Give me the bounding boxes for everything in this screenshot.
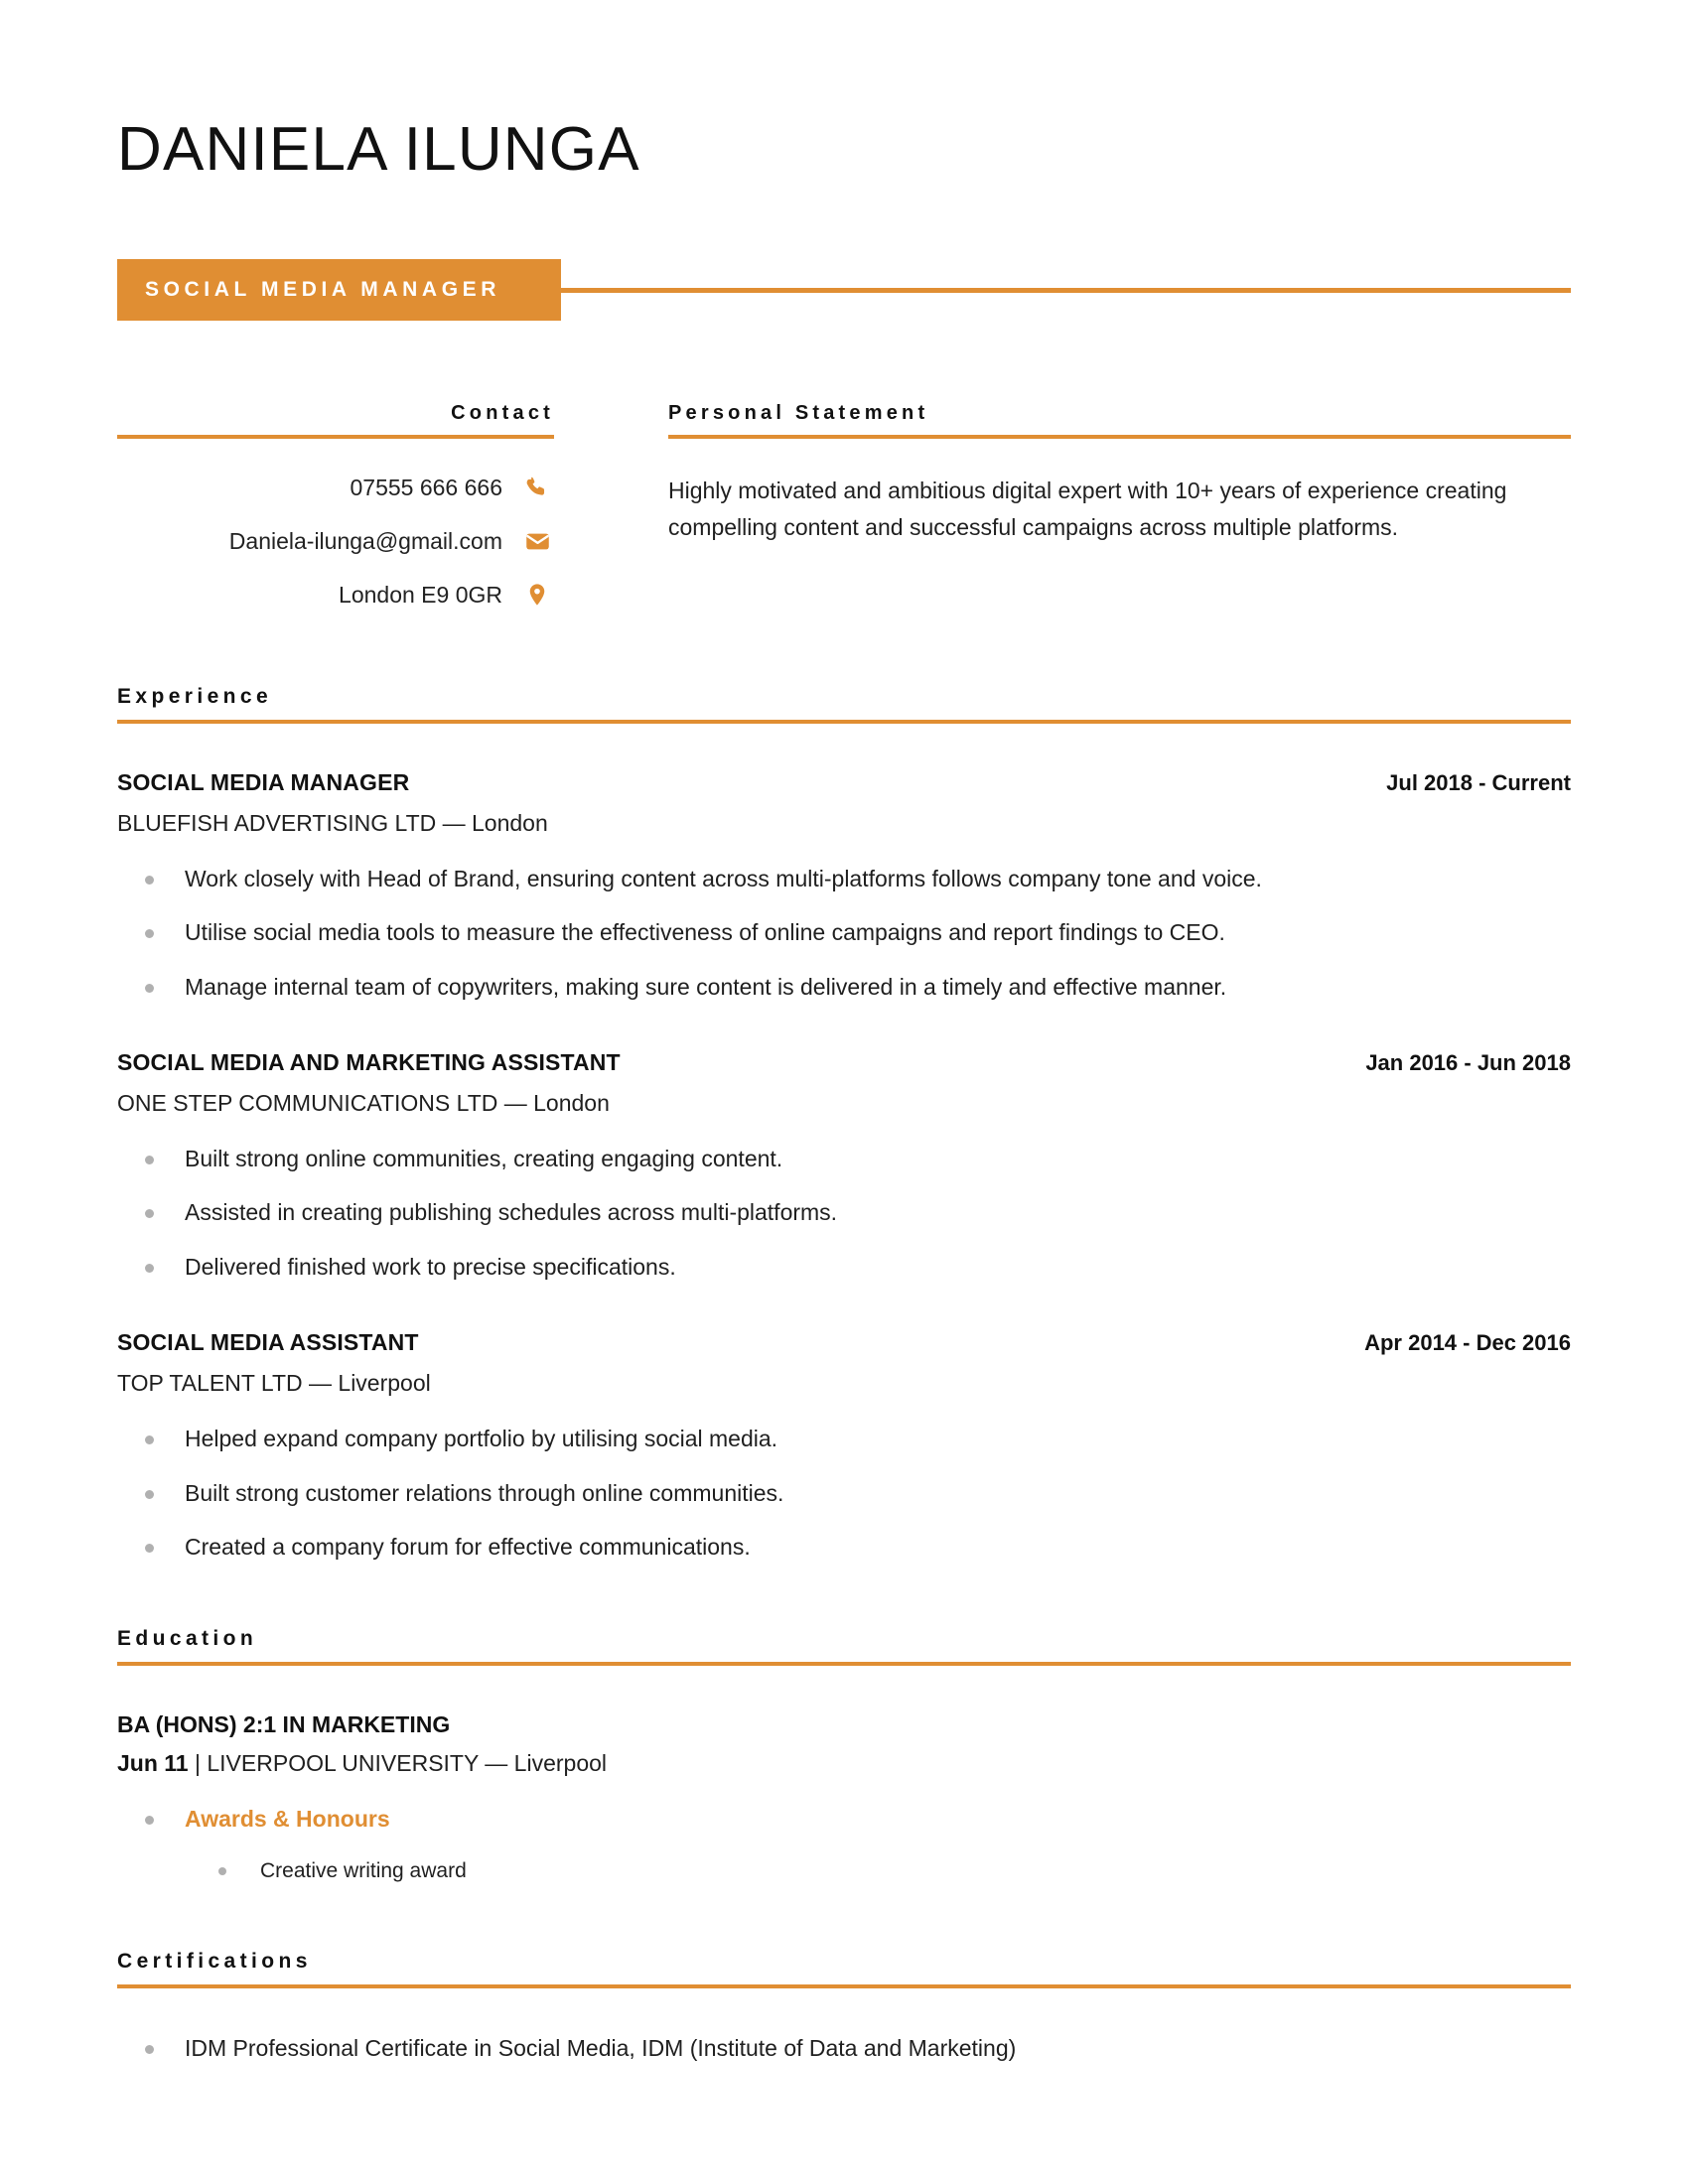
experience-company: ONE STEP COMMUNICATIONS LTD — London xyxy=(117,1090,610,1117)
list-item xyxy=(117,1803,1571,1886)
contact-rule xyxy=(117,435,554,439)
awards-sub-list xyxy=(185,1856,1571,1886)
certifications-list xyxy=(117,2032,1571,2065)
name-header xyxy=(117,0,1571,182)
experience-job-date: Jan 2016 - Jun 2018 xyxy=(1365,1050,1571,1076)
certifications-rule xyxy=(117,1984,1571,1988)
experience-company: BLUEFISH ADVERTISING LTD — London xyxy=(117,810,548,837)
experience-job-date: Apr 2014 - Dec 2016 xyxy=(1364,1330,1571,1356)
experience-job-date: Jul 2018 - Current xyxy=(1386,770,1571,796)
list-item: Utilise social media tools to measure the effectiveness of online campaigns and report findings to CEO. xyxy=(117,916,1571,949)
phone-icon xyxy=(520,475,554,500)
upper-columns xyxy=(117,402,1571,621)
education-rule xyxy=(117,1662,1571,1666)
education-institution: LIVERPOOL UNIVERSITY — Liverpool xyxy=(207,1750,608,1777)
list-item: Work closely with Head of Brand, ensuring content across multi-platforms follows company tone and voice. xyxy=(117,863,1571,895)
experience-entry-head xyxy=(117,1049,1571,1076)
location-pin-icon xyxy=(520,582,554,608)
education-detail-line xyxy=(117,1750,1571,1777)
job-title-text: SOCIAL MEDIA MANAGER xyxy=(145,278,501,302)
contact-list xyxy=(117,461,554,621)
experience-entry xyxy=(117,1329,1571,1564)
experience-entry xyxy=(117,1049,1571,1284)
experience-bullet-list xyxy=(117,863,1571,1004)
list-item: Assisted in creating publishing schedules across multi-platforms. xyxy=(117,1196,1571,1229)
awards-label: Awards & Honours xyxy=(185,1806,390,1833)
education-awards-list xyxy=(117,1803,1571,1886)
education-section xyxy=(117,1627,1571,1886)
job-title-rule xyxy=(561,288,1571,293)
contact-item-phone[interactable] xyxy=(117,461,554,514)
list-item: Built strong customer relations through online communities. xyxy=(117,1477,1571,1510)
experience-heading: Experience xyxy=(117,685,273,709)
list-item: Manage internal team of copywriters, making sure content is delivered in a timely and effective manner. xyxy=(117,971,1571,1004)
experience-bullet-list xyxy=(117,1143,1571,1284)
contact-location-value: London E9 0GR xyxy=(339,581,502,608)
job-title-banner-row xyxy=(117,259,1571,321)
contact-column xyxy=(117,402,554,621)
personal-statement-heading: Personal Statement xyxy=(668,402,929,425)
contact-heading: Contact xyxy=(451,402,554,425)
list-item: Created a company forum for effective communications. xyxy=(117,1531,1571,1564)
education-heading: Education xyxy=(117,1627,258,1651)
education-date: Jun 11 xyxy=(117,1750,189,1777)
list-item: Delivered finished work to precise specifications. xyxy=(117,1251,1571,1284)
contact-item-location[interactable] xyxy=(117,568,554,621)
certifications-section xyxy=(117,1950,1571,2065)
personal-statement-body: Highly motivated and ambitious digital expert with 10+ years of experience creating compelling content and successful campaigns across multiple platforms. xyxy=(668,478,1507,541)
education-entry xyxy=(117,1711,1571,1886)
education-degree: BA (HONS) 2:1 IN MARKETING xyxy=(117,1711,451,1738)
job-title-banner xyxy=(117,259,561,321)
experience-section xyxy=(117,685,1571,1564)
personal-statement-rule xyxy=(668,435,1571,439)
personal-statement-column xyxy=(668,402,1571,547)
list-item: Creative writing award xyxy=(185,1856,1571,1886)
experience-entry xyxy=(117,769,1571,1004)
experience-entry-head xyxy=(117,769,1571,796)
experience-entry-head xyxy=(117,1329,1571,1356)
envelope-icon xyxy=(520,528,554,555)
experience-company: TOP TALENT LTD — Liverpool xyxy=(117,1370,431,1397)
experience-job-title: SOCIAL MEDIA AND MARKETING ASSISTANT xyxy=(117,1049,621,1076)
experience-bullet-list xyxy=(117,1423,1571,1564)
contact-email-value: Daniela-ilunga@gmail.com xyxy=(228,527,502,554)
certifications-heading: Certifications xyxy=(117,1949,312,1973)
experience-rule xyxy=(117,720,1571,724)
list-item: Helped expand company portfolio by utilising social media. xyxy=(117,1423,1571,1455)
education-separator: | xyxy=(188,1750,208,1777)
list-item: Built strong online communities, creating engaging content. xyxy=(117,1143,1571,1175)
contact-item-email[interactable] xyxy=(117,514,554,568)
experience-job-title: SOCIAL MEDIA ASSISTANT xyxy=(117,1329,419,1356)
contact-phone-value: 07555 666 666 xyxy=(350,474,502,500)
candidate-name: DANIELA ILUNGA xyxy=(117,115,640,184)
experience-job-title: SOCIAL MEDIA MANAGER xyxy=(117,769,410,796)
list-item: IDM Professional Certificate in Social Media, IDM (Institute of Data and Marketing) xyxy=(117,2032,1571,2065)
